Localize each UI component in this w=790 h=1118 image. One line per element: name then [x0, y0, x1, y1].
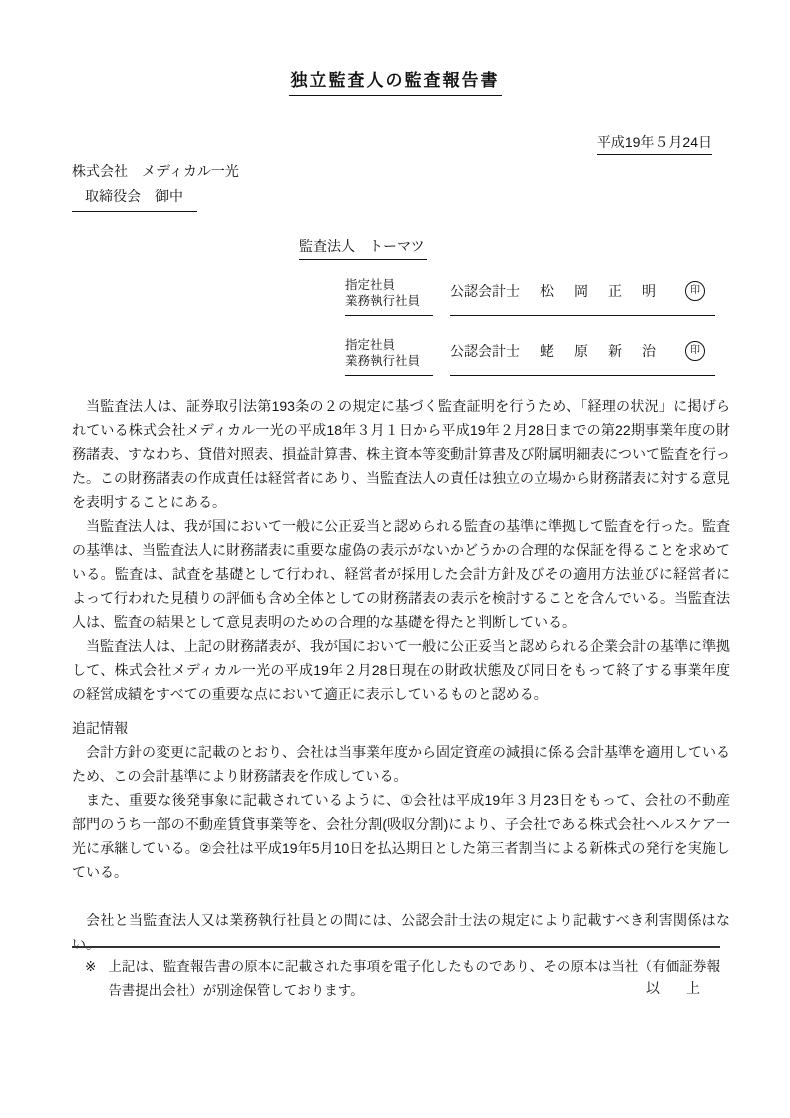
page-title-text: 独立監査人の監査報告書: [289, 66, 502, 96]
footnote-text: 上記は、監査報告書の原本に記載された事項を電子化したものであり、その原本は当社（有価証券報告書提出会社）が別途保管しております。: [108, 959, 720, 998]
scope-paragraph: 当監査法人は、証券取引法第193条の２の規定に基づく監査証明を行うため、「経理の状況」に掲げられている株式会社メディカル一光の平成18年３月１日から平成19年２月28日までの第22期事業年度の財務諸表、すなわち、貸借対照表、損益計算書、株主資本等変動計算書及び附属明細表について監査を行った。この財務諸表の作成責任は経営者にあり、当監査法人の責任は独立の立場から財務諸表に対する意見を表明することにある。: [72, 398, 730, 510]
seal-icon: 印: [685, 341, 705, 361]
signature-block-2: [345, 337, 715, 376]
opinion-paragraph: 当監査法人は、上記の財務諸表が、我が国において一般に公正妥当と認められる企業会計の基準に準拠して、株式会社メディカル一光の平成19年２月28日現在の財政状態及び同日をもって終了する事業年度の経営成績をすべての重要な点において適正に表示しているものと認める。: [72, 638, 730, 702]
signatory-role-line2: 業務執行社員: [345, 294, 421, 308]
closing-mark: 以 上: [646, 980, 706, 996]
audit-standards-paragraph: 当監査法人は、我が国において一般に公正妥当と認められる監査の基準に準拠して監査を行った。監査の基準は、当監査法人に財務諸表に重要な虚偽の表示がないかどうかの合理的な保証を得ることを求めている。監査は、試査を基礎として行われ、経営者が採用した会計方針及びその適用方法並びに経営者によって行われた見積りの評価も含め全体としての財務諸表の表示を検討することを含んでいる。当監査法人は、監査の結果として意見表明のための合理的な基礎を得たと判断している。: [72, 518, 730, 630]
signatory-role-line2: 業務執行社員: [345, 354, 421, 368]
interest-disclosure-paragraph: 会社と当監査法人又は業務執行社員との間には、公認会計士法の規定により記載すべき利害関係はない。: [72, 912, 730, 952]
signatory-name-line: [450, 341, 715, 376]
signatory-name: 蛯 原 新 治: [540, 343, 659, 359]
signatory-role-line1: 指定社員: [345, 338, 396, 352]
report-body: [72, 394, 730, 1000]
report-date: 平成19年５月24日: [597, 132, 712, 155]
audit-firm-name: 監査法人 トーマツ: [299, 236, 427, 260]
signatory-role: [345, 337, 433, 376]
addressee-board: 取締役会 御中: [72, 186, 197, 212]
seal-icon: 印: [685, 281, 705, 301]
addendum-heading: 追記情報: [72, 720, 128, 736]
signatory-name-line: [450, 281, 715, 316]
cpa-title: 公認会計士: [450, 283, 520, 299]
signatory-name: 松 岡 正 明: [540, 283, 659, 299]
addressee-company: 株式会社 メディカル一光: [72, 163, 239, 179]
signatory-role-line1: 指定社員: [345, 278, 396, 292]
footnote-reference-mark: ※: [85, 959, 97, 974]
footer: [72, 946, 720, 1003]
signatory-role: [345, 277, 433, 316]
page-title: [0, 66, 790, 96]
cpa-title: 公認会計士: [450, 343, 520, 359]
signature-block-1: [345, 277, 715, 316]
addendum-paragraph-2: また、重要な後発事象に記載されているように、①会社は平成19年３月23日をもって、会社の不動産部門のうち一部の不動産賃貸事業等を、会社分割(吸収分割)により、子会社である株式会社ヘルスケア一光に承継している。②会社は平成19年5月10日を払込期日とした第三者割当による新株式の発行を実施している。: [72, 792, 730, 880]
addendum-paragraph-1: 会計方針の変更に記載のとおり、会社は当事業年度から固定資産の減損に係る会計基準を適用しているため、この会計基準により財務諸表を作成している。: [72, 744, 730, 784]
digitization-footnote: [72, 955, 720, 1003]
